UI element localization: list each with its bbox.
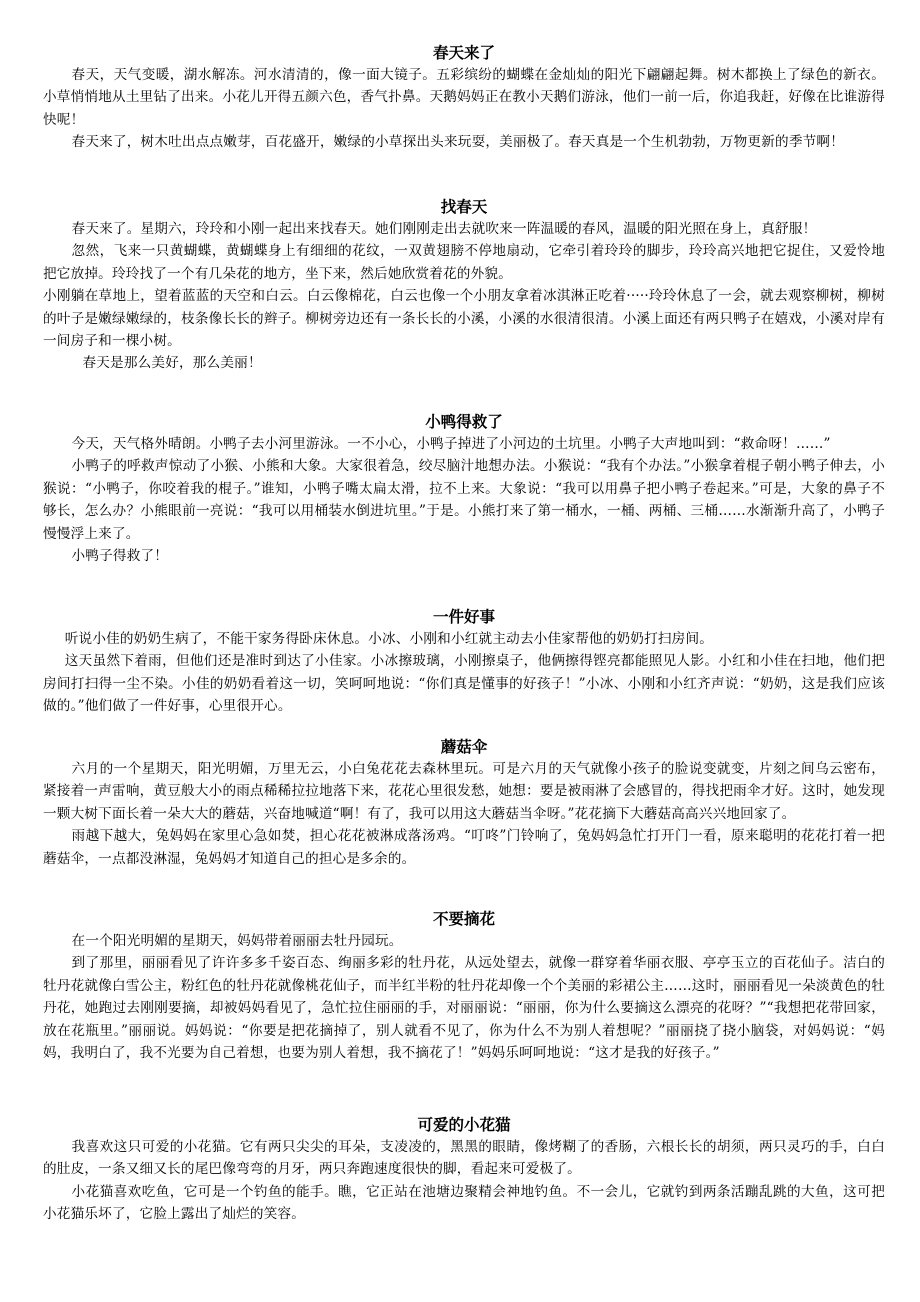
story-find-spring (43, 196, 885, 375)
story-paragraph: 六月的一个星期天，阳光明媚，万里无云，小白兔花花去森林里玩。可是六月的天气就像小孩子的脸说变就变，片刻之间乌云密布，紧接着一声雷响，黄豆般大小的雨点稀稀拉拉地落下来，花花心里很发愁，她想：要是被雨淋了会感冒的，得找把雨伞才好。这时，她发现一颗大树下面长着一朵大大的蘑菇，兴奋地喊道“啊！有了，我可以用这大蘑菇当伞呀。”花花摘下大蘑菇高高兴兴地回家了。 (43, 761, 885, 822)
story-paragraph: 小花猫喜欢吃鱼，它可是一个钓鱼的能手。瞧，它正站在池塘边聚精会神地钓鱼。不一会儿，它就钓到两条活蹦乱跳的大鱼，这可把小花猫乐坏了，它脸上露出了灿烂的笑容。 (43, 1183, 885, 1223)
story-paragraph: 小鸭子得救了！ (71, 548, 169, 565)
story-paragraph: 春天来了。星期六，玲玲和小刚一起出来找春天。她们刚刚走出去就吹来一阵温暖的春风，温暖的阳光照在身上，真舒服！ (71, 221, 817, 237)
story-good-deed (43, 606, 885, 718)
story-title: 找春天 (440, 198, 488, 216)
story-mushroom-umbrella (43, 736, 885, 870)
story-title: 不要摘花 (432, 910, 495, 928)
story-paragraph: 到了那里，丽丽看见了许许多多千姿百态、绚丽多彩的牡丹花，从远处望去，就像一群穿着华丽衣服、亭亭玉立的百花仙子。洁白的牡丹花就像白雪公主，粉红色的牡丹花就像桃花仙子，而半红半粉的牡丹花却像一个个美丽的彩裙公主……这时，丽丽看见一朵淡黄色的牡丹花，她跑过去刚刚要摘，却被妈妈看见了，急忙拉住丽丽的手，对丽丽说：“丽丽，你为什么要摘这么漂亮的花呀？”“我想把花带回家，放在花瓶里。”丽丽说。妈妈说：“你要是把花摘掉了，别人就看不见了，你为什么不为别人着想呢？”丽丽挠了挠小脑袋，对妈妈说：“妈妈，我明白了，我不光要为自己着想，也要为别人着想，我不摘花了！”妈妈乐呵呵地说：“这才是我的好孩子。” (43, 955, 885, 1062)
story-paragraph: 小鸭子的呼救声惊动了小猴、小熊和大象。大家很着急，绞尽脑汁地想办法。小猴说：“我有个办法。”小猴拿着棍子朝小鸭子伸去，小猴说：“小鸭子，你咬着我的棍子。”谁知，小鸭子嘴太扁太滑，拉不上来。大象说：“我可以用鼻子把小鸭子卷起来。”可是，大象的鼻子不够长，怎么办？小熊眼前一亮说：“我可以用桶装水倒进坑里。”于是。小熊打来了第一桶水，一桶、两桶、三桶……水渐渐升高了，小鸭子慢慢浮上来了。 (43, 458, 885, 542)
story-paragraph: 春天是那么美好，那么美丽！ (82, 355, 262, 372)
story-spring-is-here (43, 42, 885, 154)
story-paragraph: 小刚躺在草地上，望着蓝蓝的天空和白云。白云像棉花，白云也像一个小朋友拿着冰淇淋正吃着·····玲玲休息了一会，就去观察柳树，柳树的叶子是嫩绿嫩绿的，枝条像长长的辫子。柳树旁边还有一条长长的小溪，小溪的水很清很清。小溪上面还有两只鸭子在嬉戏，小溪对岸有一间房子和一棵小树。 (43, 288, 885, 350)
story-dont-pick-flowers (43, 908, 885, 1064)
story-title: 一件好事 (432, 608, 495, 626)
story-title: 蘑菇伞 (440, 738, 488, 756)
story-paragraph: 忽然，飞来一只黄蝴蝶，黄蝴蝶身上有细细的花纹，一双黄翅膀不停地扇动，它牵引着玲玲的脚步，玲玲高兴地把它捉住，又爱怜地把它放掉。玲玲找了一个有几朵花的地方，坐下来，然后她欣赏着花的外貌。 (43, 243, 885, 282)
story-duckling-saved (43, 411, 885, 567)
story-title: 可爱的小花猫 (417, 1116, 511, 1134)
story-paragraph: 听说小佳的奶奶生病了，不能干家务得卧床休息。小冰、小刚和小红就主动去小佳家帮他的奶奶打扫房间。 (64, 631, 714, 647)
story-title: 春天来了 (432, 44, 495, 62)
story-paragraph: 我喜欢这只可爱的小花猫。它有两只尖尖的耳朵，支凌凌的，黑黑的眼睛，像烤糊了的香肠，六根长长的胡须，两只灵巧的手，白白的肚皮，一条又细又长的尾巴像弯弯的月牙，两只奔跑速度很快的脚，看起来可爱极了。 (43, 1139, 885, 1178)
story-paragraph: 今天，天气格外晴朗。小鸭子去小河里游泳。一不小心，小鸭子掉进了小河边的土坑里。小鸭子大声地叫到：“救命呀！……” (71, 436, 831, 452)
story-paragraph: 春天来了，树木吐出点点嫩芽，百花盛开，嫩绿的小草探出头来玩耍，美丽极了。春天真是一个生机勃勃，万物更新的季节啊！ (71, 134, 844, 151)
story-lovely-kitten (43, 1114, 885, 1226)
story-paragraph: 雨越下越大，兔妈妈在家里心急如焚，担心花花被淋成落汤鸡。“叮咚”门铃响了，兔妈妈急忙打开门一看，原来聪明的花花打着一把蘑菇伞，一点都没淋湿，兔妈妈才知道自己的担心是多余的。 (43, 828, 885, 867)
story-title: 小鸭得救了 (425, 413, 503, 431)
story-paragraph: 春天，天气变暖，湖水解冻。河水清清的，像一面大镜子。五彩缤纷的蝴蝶在金灿灿的阳光下翩翩起舞。树木都换上了绿色的新衣。小草悄悄地从土里钻了出来。小花儿开得五颜六色，香气扑鼻。天鹅妈妈正在教小天鹅们游泳，他们一前一后，你追我赶，好像在比谁游得快呢！ (43, 67, 885, 128)
story-paragraph: 这天虽然下着雨，但他们还是准时到达了小佳家。小冰擦玻璃，小刚擦桌子，他俩擦得铿亮都能照见人影。小红和小佳在扫地，他们把房间打扫得一尘不染。小佳的奶奶看着这一切，笑呵呵地说：“你们真是懂事的好孩子！”小冰、小刚和小红齐声说：“奶奶，这是我们应该做的。”他们做了一件好事，心里很开心。 (43, 653, 885, 715)
story-paragraph: 在一个阳光明媚的星期天，妈妈带着丽丽去牡丹园玩。 (71, 933, 403, 949)
